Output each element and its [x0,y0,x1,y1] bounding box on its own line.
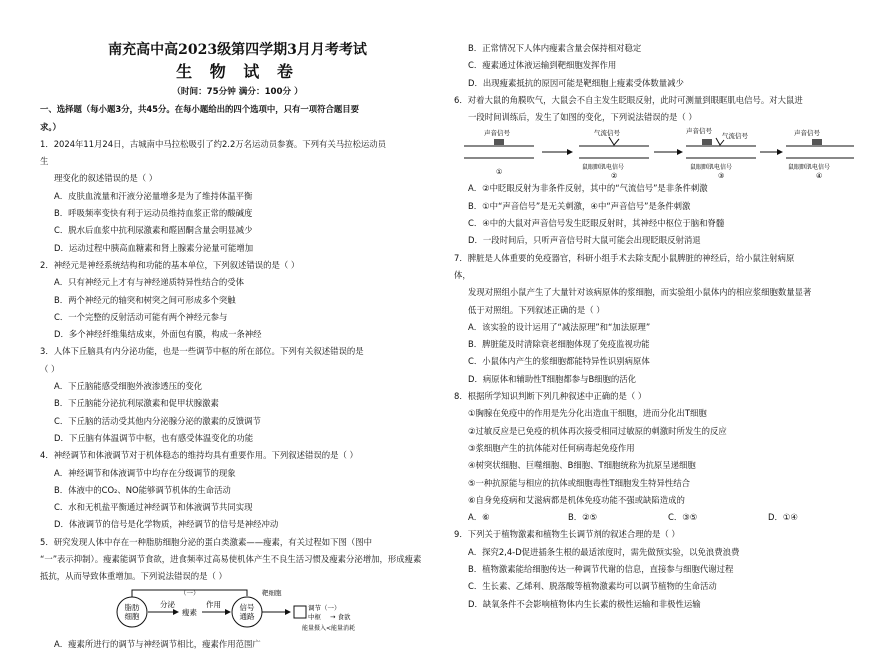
option-5a: A．瘦素所进行的调节与神经调节相比，瘦素作用范围广 [54,638,261,649]
exam-subject: 生 物 试 卷 [176,62,299,81]
feedback-minus-label: （一） [180,588,200,597]
option-4d: D．体液调节的信号是化学物质，神经调节的信号是神经冲动 [54,519,279,530]
option-8a: A．⑥ [468,512,490,523]
question-5-stem-cont: “一”表示抑制）。瘦素能调节食欲，进食频率过高易使机体产生不良生活习惯及瘦素分泌增加，形成瘦素 [40,554,422,565]
center-label: 中枢 [308,612,321,621]
option-8c: C．③⑤ [668,512,698,523]
signal-label-2: 通路 [239,611,255,621]
panel3-emg-label: 鼠眼眶肌电信号 [690,164,733,172]
option-7c: C．小鼠体内产生的浆细胞都能特异性识别病原体 [468,356,650,367]
exam-title: 南充高中高2023级第四学期3月月考考试 [108,42,367,58]
option-7d: D．病原体和辅助性T细胞都参与B细胞的活化 [468,373,637,384]
secrete-label: 分泌 [160,599,175,609]
question-5-stem: 5．研究发现人体中存在一种脂肪细胞分泌的蛋白类激素——瘦素，有关过程如下图（图中 [40,536,372,547]
option-3c: C．下丘脑的活动受其他内分泌腺分泌的激素的反馈调节 [54,415,261,426]
option-6c: C．④中的大鼠对声音信号发生眨眼反射时，其神经中枢位于脑和脊髓 [468,218,725,229]
panel2-emg-label: 鼠眼眶肌电信号 [582,164,625,172]
question-7-stem-cont3: 低于对照组。下列叙述正确的是（ ） [468,304,605,315]
question-1-stem-cont: 生 [40,156,49,167]
option-5b: B．正常情况下人体内瘦素含量会保持相对稳定 [468,43,642,53]
section-header: 一、选择题（每小题3分，共45分。在每小题给出的四个选项中，只有一项符合题目要 [40,104,359,115]
option-8d: D．①④ [768,512,798,523]
question-6-stem-cont: 一段时间训练后，发生了如图的变化，下列说法错误的是（ ） [468,112,697,123]
statement-8-5: ⑤一种抗原能与相应的抗体或细胞毒性T细胞发生特异性结合 [468,477,690,488]
act-label: 作用 [206,599,221,609]
question-1-stem: 1．2024年11月24日，古城南中马拉松吸引了约2.2万名运动员参赛。下列有关马拉松运动员 [40,138,387,149]
option-1b: B．呼吸频率变快有利于运动员维持血浆正常的酸碱度 [54,208,253,219]
option-7b: B．脾脏能及时清除衰老细胞体现了免疫监视功能 [468,339,650,350]
statement-8-3: ③浆细胞产生的抗体能对任何病毒起免疫作用 [468,442,635,453]
option-1d: D．运动过程中胰高血糖素和肾上腺素分泌量可能增加 [54,242,254,253]
option-4c: C．水和无机盐平衡通过神经调节和体液调节共同实现 [54,502,253,513]
option-3b: B．下丘脑能分泌抗利尿激素和促甲状腺激素 [54,398,219,409]
question-9-stem: 9．下列关于植物激素和植物生长调节剂的叙述合理的是（ ） [454,529,680,540]
option-2b: B．两个神经元的轴突和树突之间可形成多个突触 [54,294,236,305]
panel1-number: ① [496,168,503,177]
option-4a: A．神经调节和体液调节中均存在分级调节的现象 [54,467,236,478]
statement-8-4: ④树突状细胞、巨噬细胞、B细胞、T细胞统称为抗原呈递细胞 [468,460,696,471]
regulate-label: 调节（一） [308,603,341,612]
option-6d: D．一段时间后，只听声音信号时大鼠可能会出现眨眼反射消退 [468,235,701,246]
option-9b: B．植物激素能给细胞传达一种调节代谢的信息，直接参与细胞代谢过程 [468,564,734,575]
panel2-air-label: 气流信号 [594,129,620,138]
option-6a: A．②中眨眼反射为非条件反射，其中的“气流信号”是非条件刺激 [468,183,708,194]
appetite-label: → 食欲 [330,612,351,621]
question-7-stem: 7．脾脏是人体重要的免疫器官，科研小组手术去除支配小鼠脾脏的神经后，给小鼠注射病原 [454,252,795,263]
question-6-stem: 6．对着大鼠的角膜吹气，大鼠会不自主发生眨眼反射，此时可测量到眼眶肌电信号。对大鼠进 [454,94,803,105]
question-7-stem-cont: 体， [454,269,471,280]
leptin-diagram [40,586,435,636]
option-3d: D．下丘脑有体温调节中枢，也有感受体温变化的功能 [54,432,254,443]
question-3-stem: 3．人体下丘脑具有内分泌功能，也是一些调节中枢的所在部位。下列有关叙述错误的是 [40,346,364,357]
panel3-sound-label: 声音信号 [686,127,712,136]
panel2-number: ② [611,172,618,181]
option-9d: D．缺氧条件不会影响植物体内生长素的极性运输和非极性运输 [468,598,701,609]
question-3-stem-cont: （ ） [40,363,60,374]
question-7-stem-cont2: 发现对照组小鼠产生了大量针对该病原体的浆细胞，而实验组小鼠体内的相应浆细胞数量显著 [468,287,812,298]
panel4-emg-label: 鼠眼眶肌电信号 [788,164,831,172]
question-4-stem: 4．神经调节和体液调节对于机体稳态的维持均具有重要作用。下列叙述错误的是（ ） [40,450,358,461]
panel1-sound-label: 声音信号 [484,129,510,138]
option-3a: A．下丘脑能感受细胞外液渗透压的变化 [54,381,203,392]
option-2c: C．一个完整的反射活动可能有两个神经元参与 [54,311,228,322]
section-header-cont: 求。） [40,121,61,132]
option-8b: B．②⑤ [568,512,598,523]
option-9c: C．生长素、乙烯利、脱落酸等植物激素均可以调节植物的生命活动 [468,581,717,592]
option-2d: D．多个神经纤维集结成束，外面包有膜，构成一条神经 [54,329,262,340]
question-8-stem: 8．根据所学知识判断下列几种叙述中正确的是（ ） [454,391,647,402]
signal-label-1: 信号 [239,602,255,612]
question-1-stem-cont2: 理变化的叙述错误的是（ ） [54,173,158,184]
panel3-number: ③ [718,172,725,181]
option-9a: A．探究2,4-D促进插条生根的最适浓度时，需先做预实验，以免浪费浪费 [468,546,740,557]
option-4b: B．体液中的CO₂、NO能够调节机体的生命活动 [54,484,231,495]
adipocyte-label-2: 细胞 [124,611,140,621]
option-1c: C．脱水后血浆中抗利尿激素和醛固酮含量会明显减少 [54,225,253,236]
statement-8-6: ⑥自身免疫病和艾滋病都是机体免疫功能不强或缺陷造成的 [468,494,685,505]
panel3-air-label: 气流信号 [722,132,748,141]
option-2a: A．只有神经元上才有与神经递质特异性结合的受体 [54,277,244,288]
conditioning-diagram [454,126,856,180]
panel4-sound-label: 声音信号 [794,129,820,138]
target-cell-label: 靶细胞 [262,588,282,597]
right-column [454,0,856,613]
question-2-stem: 2．神经元是神经系统结构和功能的基本单位，下列叙述错误的是（ ） [40,259,300,270]
statement-8-1: ①胸腺在免疫中的作用是先分化出造血干细胞，进而分化出T细胞 [468,408,707,419]
left-column [40,0,435,653]
panel4-number: ④ [816,172,823,181]
option-1a: A．皮肤血流量和汗液分泌量增多是为了维持体温平衡 [54,190,253,201]
option-5d: D．出现瘦素抵抗的原因可能是靶细胞上瘦素受体数量减少 [468,77,684,88]
leptin-label: 瘦素 [182,607,197,617]
statement-8-2: ②过敏反应是已免疫的机体再次接受相同过敏原的刺激时所发生的反应 [468,425,727,436]
option-5c: C．瘦素通过体液运输到靶细胞发挥作用 [468,60,617,71]
question-5-stem-cont2: 抵抗，从而导致体重增加。下列说法错误的是（ ） [40,571,227,582]
exam-meta: （时间：75分钟 满分：100分 ） [172,87,303,97]
option-6b: B．①中“声音信号”是无关刺激，④中“声音信号”是条件刺激 [468,200,691,211]
option-7a: A．该实验的设计运用了“减法原理”和“加法原理” [468,321,651,332]
options-8 [454,509,856,526]
energy-label: 能量摄入<能量消耗 [302,624,356,632]
adipocyte-label-1: 脂肪 [124,602,140,612]
